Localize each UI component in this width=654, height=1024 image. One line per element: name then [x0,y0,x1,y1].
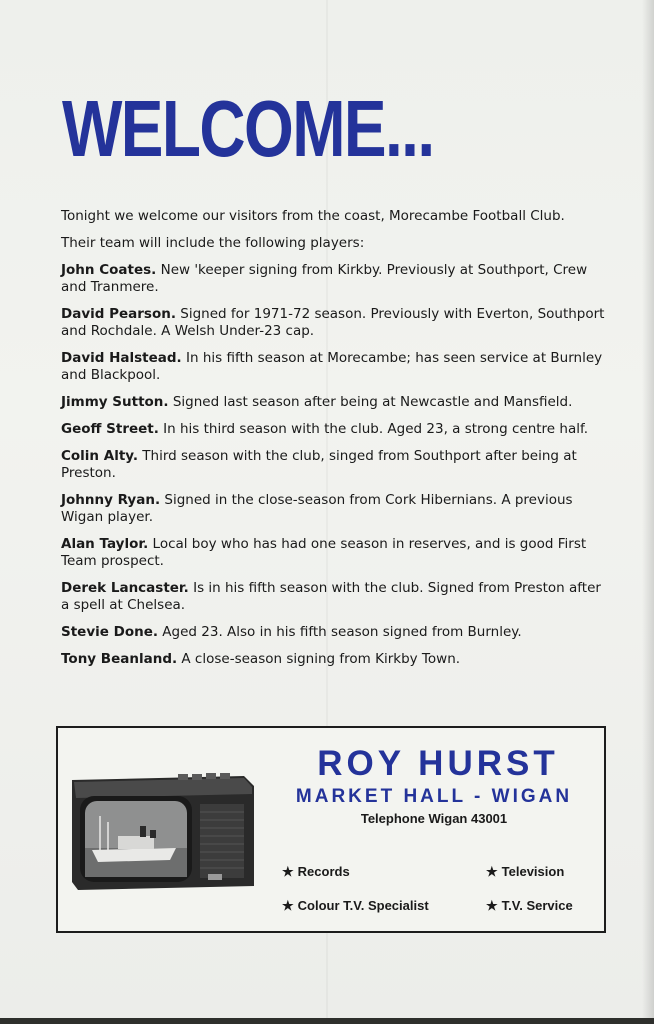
player-name: Geoff Street. [61,421,159,437]
player-description: Is in his fifth season with the club. Signed from Preston after a spell at Chelsea. [61,580,601,613]
player-name: Johnny Ryan. [61,492,161,508]
player-description: In his fifth season at Morecambe; has seen service at Burnley and Blackpool. [61,350,603,383]
player-description: In his third season with the club. Aged 23, a strong centre half. [163,421,589,437]
intro-line: Their team will include the following players: [61,235,365,251]
player-entry [61,624,609,641]
advertiser-phone: Telephone Wigan 43001 [360,811,508,826]
player-entry [61,580,609,614]
player-name: Jimmy Sutton. [61,394,169,410]
advertiser-address: MARKET HALL - WIGAN [295,786,573,807]
page-edge-shadow [642,0,654,1024]
player-entry [61,262,609,296]
star-icon: ★ [486,898,498,913]
player-entry [61,651,609,668]
player-entry [61,306,609,340]
player-list [61,262,609,668]
service-records: ★ Records [282,864,350,879]
player-description: New 'keeper signing from Kirkby. Previously at Southport, Crew and Tranmere. [61,262,588,295]
player-description: Aged 23. Also in his fifth season signed from Burnley. [162,624,522,640]
player-name: David Pearson. [61,306,176,322]
television-set-icon [68,768,258,894]
player-description: Signed for 1971-72 season. Previously with Everton, Southport and Rochdale. A Welsh Under-23 cap. [61,306,605,339]
service-tv-service: ★ T.V. Service [486,898,573,913]
intro-line: Tonight we welcome our visitors from the coast, Morecambe Football Club. [61,208,565,224]
player-description: Signed last season after being at Newcastle and Mansfield. [172,394,573,410]
player-description: Third season with the club, singed from Southport after being at Preston. [61,448,577,481]
page-bottom-edge [0,1018,654,1024]
service-television: ★ Television [486,864,565,879]
player-name: Stevie Done. [61,624,158,640]
roy-hurst-advert [56,726,606,933]
player-name: Alan Taylor. [61,536,149,552]
star-icon: ★ [486,864,498,879]
welcome-text [61,208,609,678]
player-entry [61,448,609,482]
player-entry [61,350,609,384]
player-description: Local boy who has had one season in reserves, and is good First Team prospect. [61,536,587,569]
page-title: WELCOME... [62,84,434,173]
star-icon: ★ [282,898,294,913]
service-colour-tv: ★ Colour T.V. Specialist [282,898,429,913]
player-entry [61,421,609,438]
player-entry [61,536,609,570]
player-name: Colin Alty. [61,448,138,464]
player-description: Signed in the close-season from Cork Hibernians. A previous Wigan player. [61,492,573,525]
player-description: A close-season signing from Kirkby Town. [181,651,461,667]
player-name: Derek Lancaster. [61,580,189,596]
player-name: David Halstead. [61,350,182,366]
player-entry [61,394,609,411]
advertiser-name: ROY HURST [317,744,559,783]
player-entry [61,492,609,526]
star-icon: ★ [282,864,294,879]
player-name: John Coates. [61,262,157,278]
player-name: Tony Beanland. [61,651,178,667]
